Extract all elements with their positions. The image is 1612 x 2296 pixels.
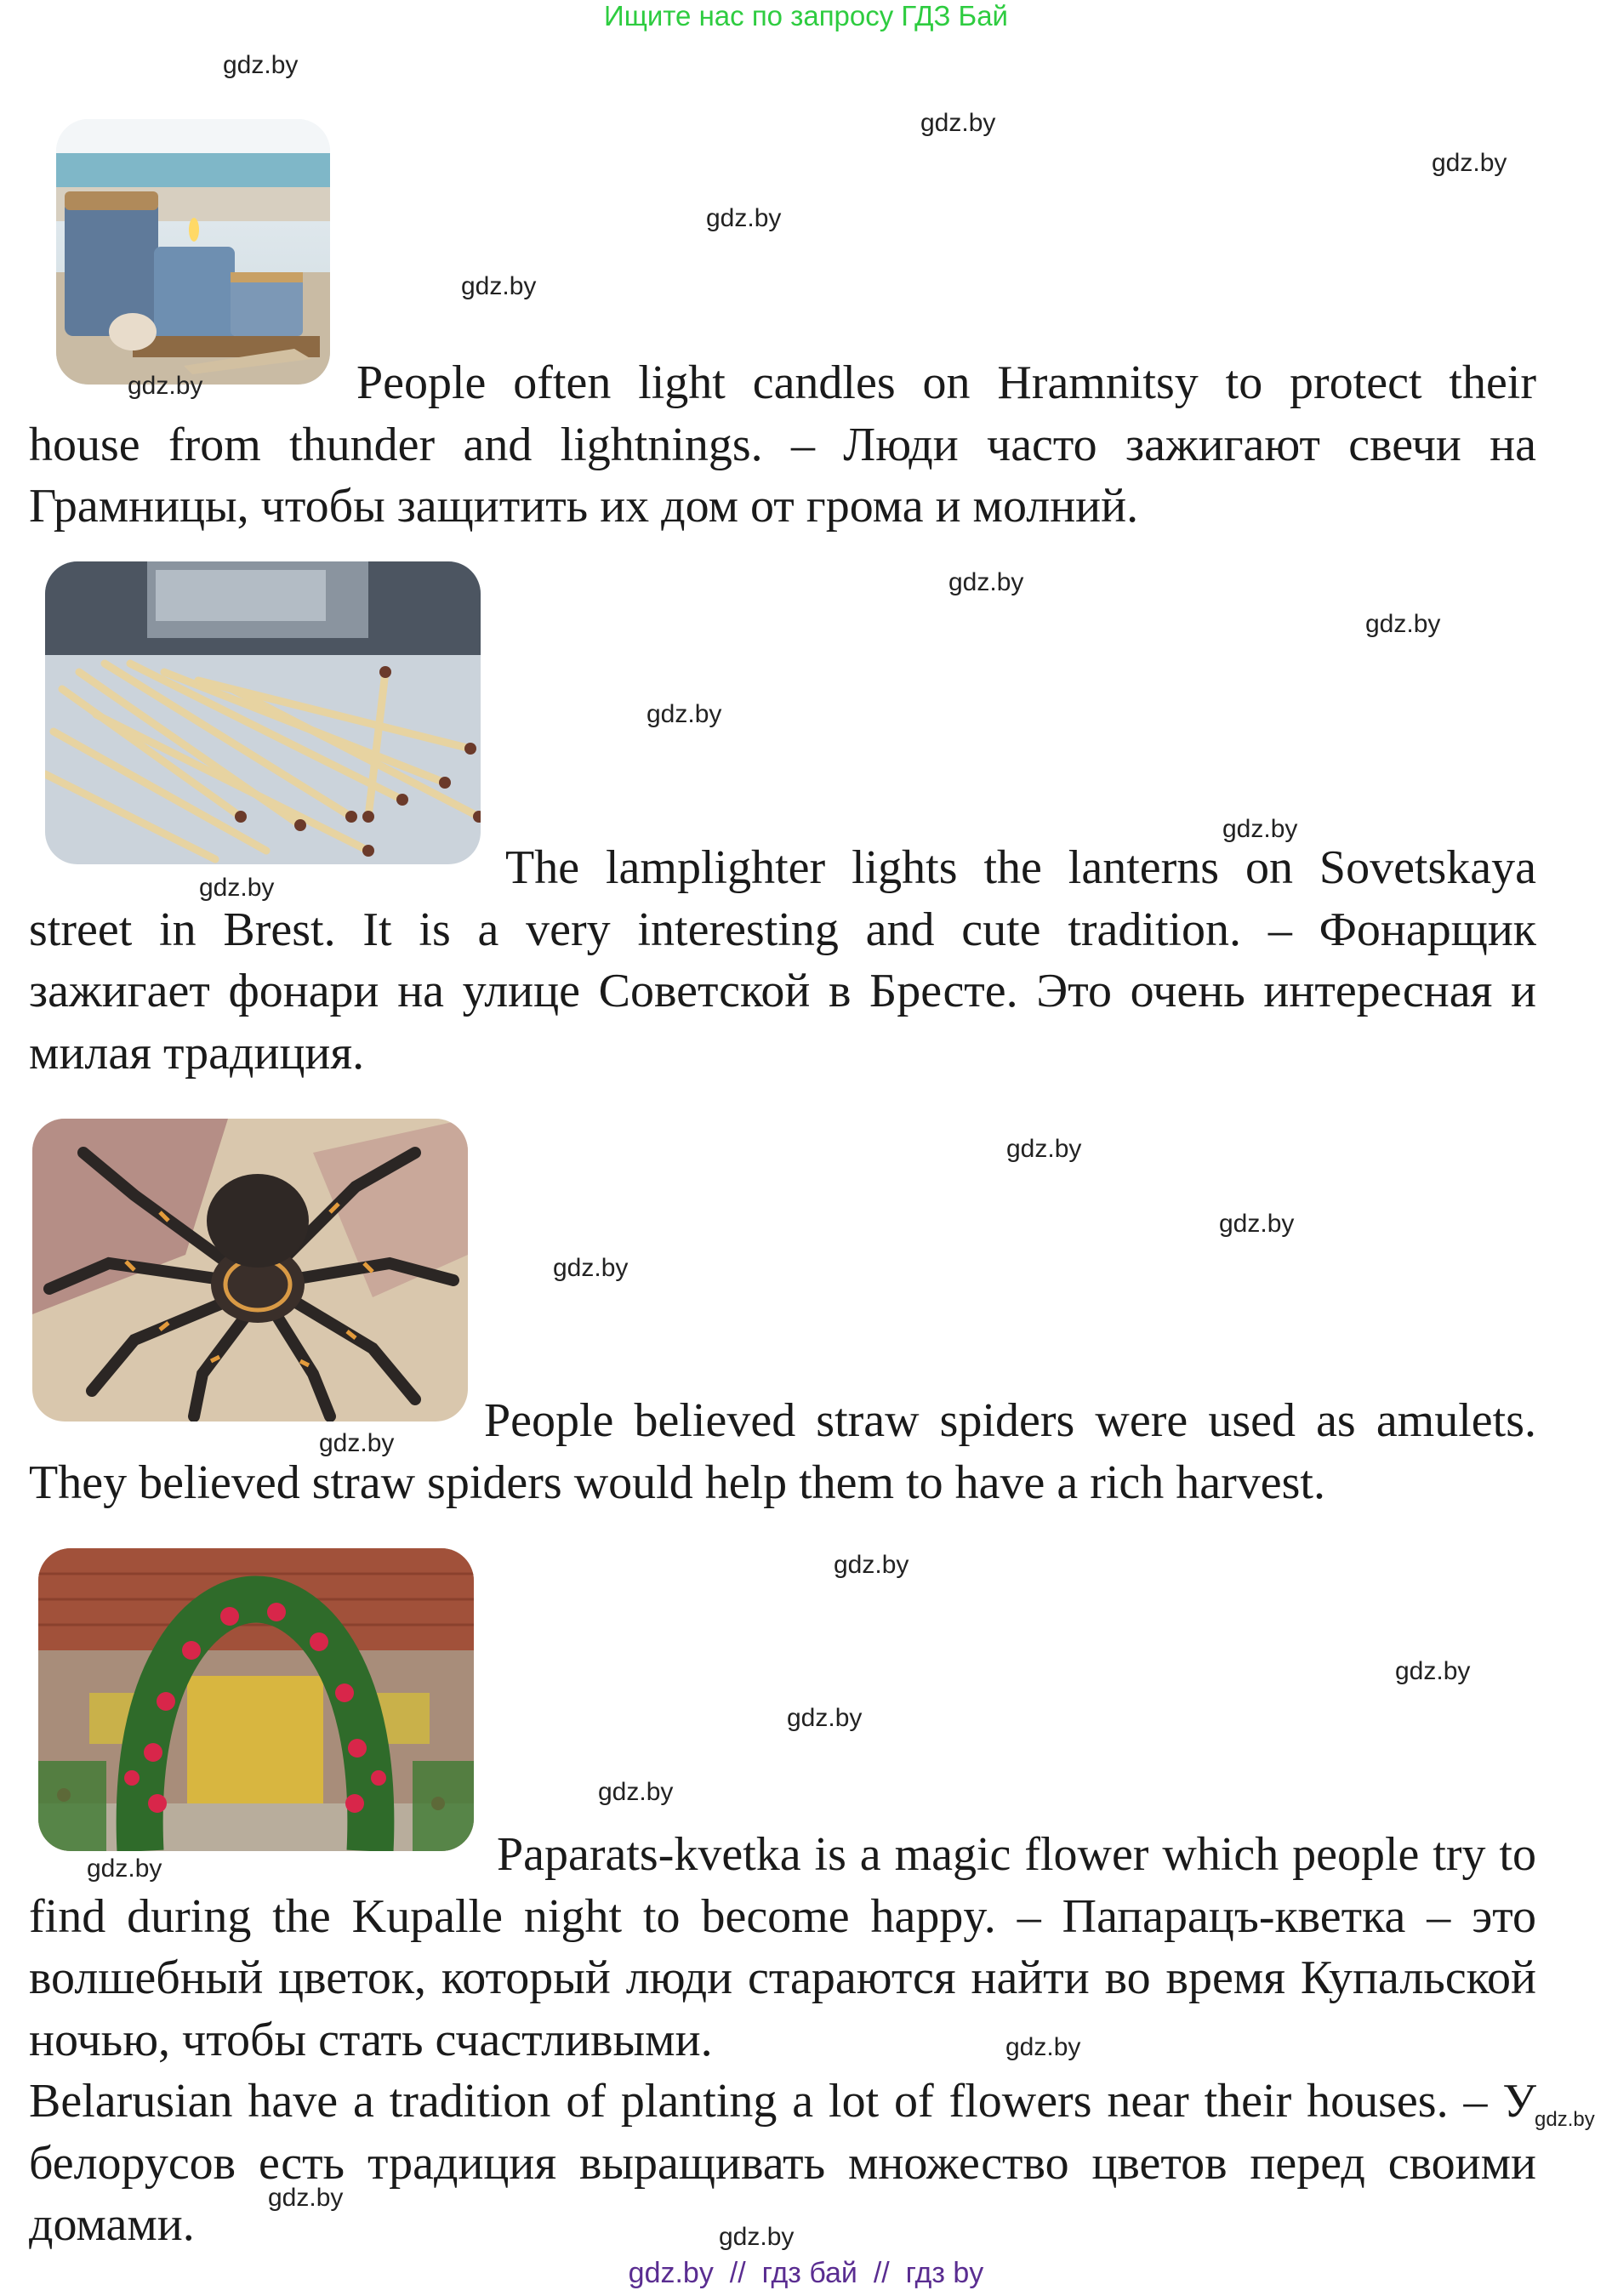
footer-link-gdz-by-cyr[interactable]: гдз by	[905, 2257, 984, 2289]
watermark: gdz.by	[706, 204, 782, 232]
paragraph-spiders: People believed straw spiders were used as amulets. They believed straw spiders would help them to have a rich harvest.	[29, 1394, 1536, 1509]
watermark: gdz.by	[1365, 610, 1441, 638]
footer-link-gdz-bai[interactable]: гдз бай	[761, 2257, 857, 2289]
watermark: gdz.by	[1395, 1657, 1471, 1685]
watermark: gdz.by	[1005, 2033, 1081, 2061]
top-banner[interactable]: Ищите нас по запросу ГДЗ Бай	[604, 0, 1008, 31]
spider-photo	[32, 1119, 468, 1421]
watermark: gdz.by	[1432, 149, 1507, 177]
watermark: gdz.by	[719, 2223, 795, 2251]
footer-separator: //	[729, 2257, 746, 2289]
watermark: gdz.by	[223, 51, 299, 79]
footer-links	[0, 2256, 1612, 2290]
flower-arch-photo	[38, 1548, 474, 1851]
watermark: gdz.by	[647, 700, 722, 728]
watermark: gdz.by	[128, 372, 203, 400]
watermark: gdz.by	[553, 1254, 629, 1282]
watermark: gdz.by	[920, 109, 996, 137]
watermark: gdz.by	[598, 1778, 674, 1806]
watermark: gdz.by	[1006, 1135, 1082, 1163]
candles-photo	[56, 119, 330, 385]
watermark: gdz.by	[948, 568, 1024, 596]
watermark: gdz.by	[787, 1704, 863, 1732]
watermark: gdz.by	[319, 1429, 395, 1457]
paragraph-lamplighter: The lamplighter lights the lanterns on Sovetskaya street in Brest. It is a very interesting and cute tradition. – Фонарщик зажигает фонари на улице Советской в Бресте. Это очень интересная и милая традиция.	[29, 841, 1536, 1080]
paragraph-candles: People often light candles on Hramnitsy to protect their house from thunder and lightnings. – Люди часто зажигают свечи на Грамницы, чтобы защитить их дом от грома и молний.	[29, 356, 1536, 533]
watermark: gdz.by	[1222, 815, 1298, 843]
footer-link-gdz-by[interactable]: gdz.by	[628, 2257, 714, 2289]
watermark: gdz.by	[834, 1551, 909, 1579]
watermark: gdz.by	[1535, 2108, 1595, 2131]
footer-separator: //	[873, 2257, 890, 2289]
paragraph-flowers: Belarusian have a tradition of planting a lot of flowers near their houses. – У белорусов есть традиция выращивать множество цветов перед своими домами.	[29, 2075, 1536, 2251]
matches-photo	[45, 561, 481, 864]
watermark: gdz.by	[268, 2184, 344, 2212]
watermark: gdz.by	[461, 272, 537, 300]
paragraph-paparats: Paparats-kvetka is a magic flower which people try to find during the Kupalle night to become happy. – Папарацъ-кветка – это волшебный цветок, который люди стараются найти во время Купальской ночью, чтобы стать счастливыми.	[29, 1828, 1536, 2066]
watermark: gdz.by	[87, 1854, 162, 1883]
watermark: gdz.by	[199, 874, 275, 902]
watermark: gdz.by	[1219, 1210, 1295, 1238]
